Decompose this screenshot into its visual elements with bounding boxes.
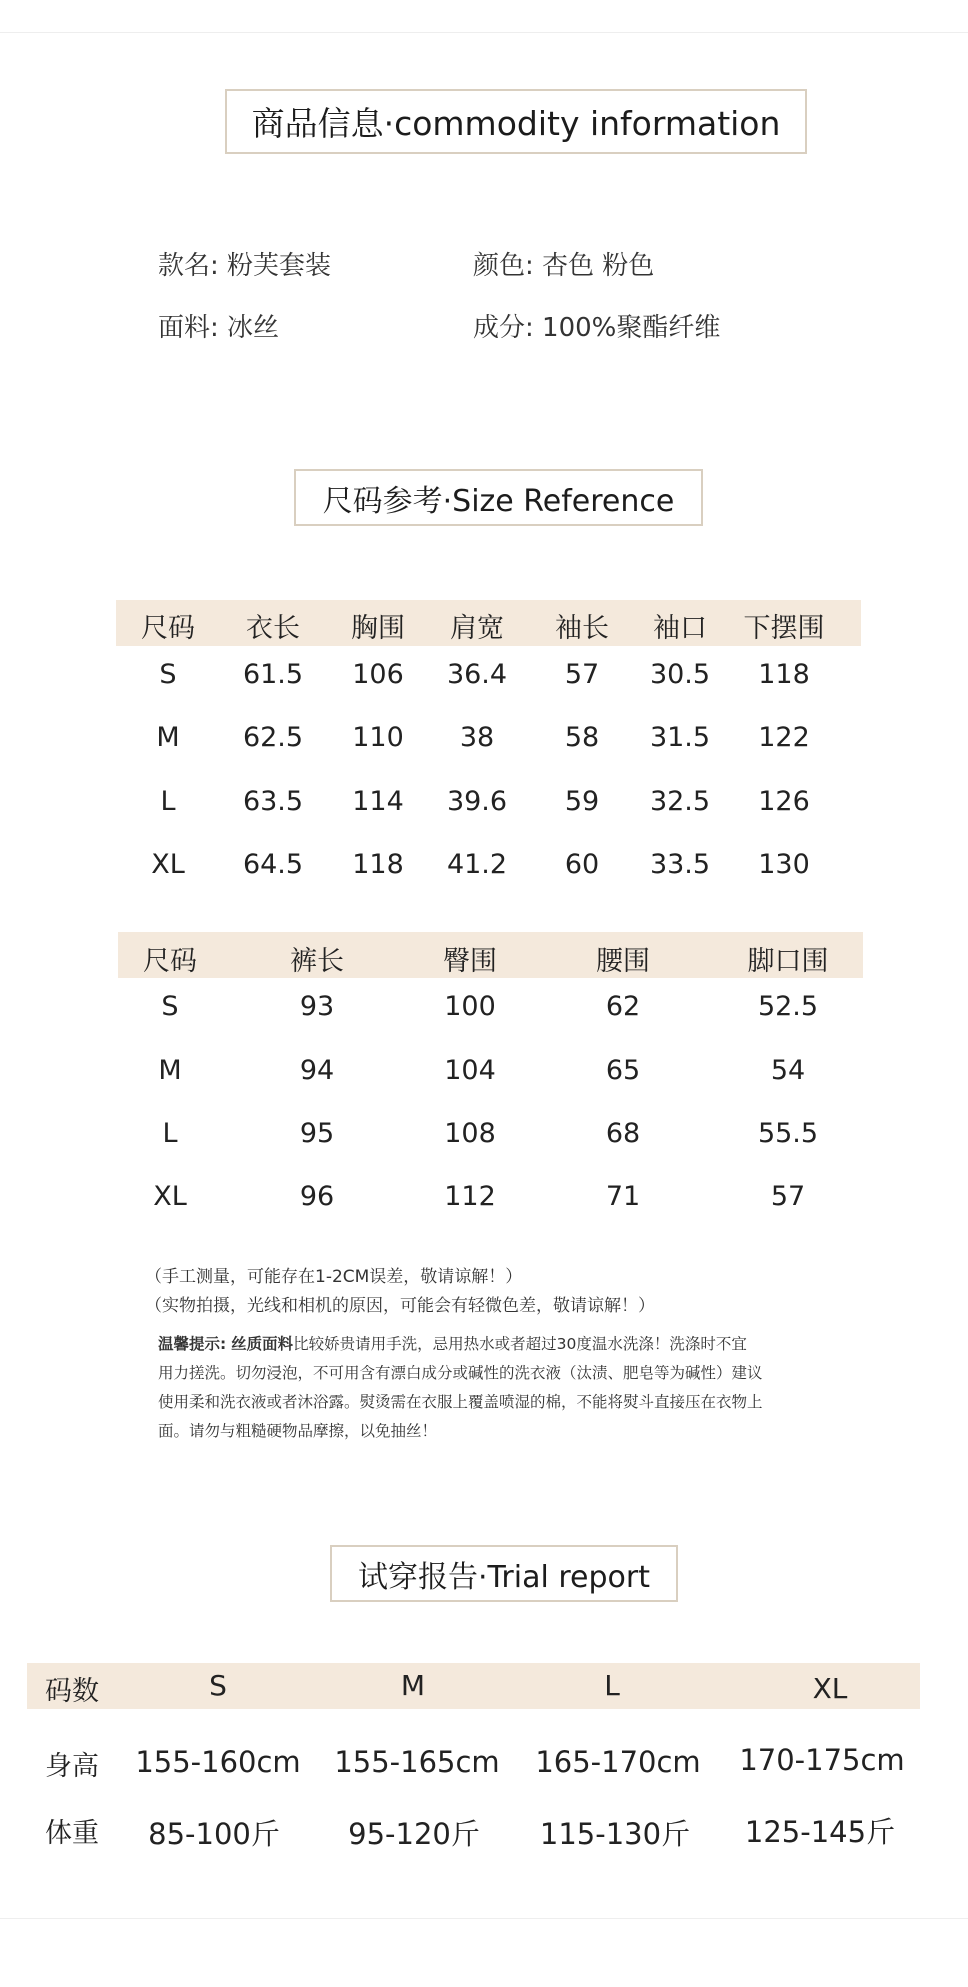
care-tip-text: 比较娇贵请用手洗，忌用热水或者超过30度温水洗涤！洗涤时不宜 bbox=[293, 1335, 747, 1353]
top-header-sleeve: 袖长 bbox=[555, 613, 609, 644]
top-cell: 39.6 bbox=[446, 786, 508, 817]
top-cell-size: L bbox=[160, 786, 176, 817]
pants-header-length: 裤长 bbox=[290, 946, 344, 977]
pants-cell-size: S bbox=[161, 991, 179, 1022]
top-cell: 130 bbox=[758, 849, 810, 880]
top-cell: 126 bbox=[758, 786, 810, 817]
pants-cell: 55.5 bbox=[757, 1118, 819, 1149]
trial-height: 155-165cm bbox=[334, 1745, 500, 1779]
composition-info: 成分: 100%聚酯纤维 bbox=[473, 313, 721, 343]
size-title: 尺码参考·Size Reference bbox=[322, 483, 675, 519]
top-header-chest: 胸围 bbox=[351, 613, 405, 644]
pants-cell: 54 bbox=[770, 1055, 806, 1086]
trial-height-label: 身高 bbox=[45, 1751, 99, 1782]
trial-weight: 95-120斤 bbox=[348, 1817, 480, 1851]
top-divider bbox=[0, 32, 968, 33]
top-cell: 30.5 bbox=[649, 659, 711, 690]
top-cell: 38 bbox=[459, 722, 495, 753]
bottom-divider bbox=[0, 1918, 968, 1919]
top-cell: 36.4 bbox=[446, 659, 508, 690]
pants-header-ankle: 脚口围 bbox=[747, 946, 829, 977]
pants-header-waist: 腰围 bbox=[596, 946, 650, 977]
photo-note: （实物拍摄，光线和相机的原因，可能会有轻微色差，敬请谅解！） bbox=[145, 1296, 655, 1316]
trial-title: 试穿报告·Trial report bbox=[357, 1559, 650, 1595]
pants-header-hip: 臀围 bbox=[443, 946, 497, 977]
pants-cell: 104 bbox=[444, 1055, 496, 1086]
care-tip-line: 用力搓洗。切勿浸泡，不可用含有漂白成分或碱性的洗衣液（汰渍、肥皂等为碱性）建议 bbox=[158, 1364, 763, 1382]
top-cell-size: XL bbox=[151, 849, 185, 880]
pants-cell: 57 bbox=[770, 1181, 806, 1212]
top-cell: 59 bbox=[564, 786, 600, 817]
pants-cell: 93 bbox=[299, 991, 335, 1022]
pants-cell: 112 bbox=[444, 1181, 496, 1212]
trial-height: 170-175cm bbox=[739, 1743, 905, 1777]
top-cell-size: M bbox=[156, 722, 180, 753]
trial-size: L bbox=[604, 1669, 620, 1702]
top-cell: 64.5 bbox=[242, 849, 304, 880]
top-cell: 31.5 bbox=[649, 722, 711, 753]
pants-header-size: 尺码 bbox=[143, 946, 197, 977]
pants-cell: 71 bbox=[605, 1181, 641, 1212]
top-cell: 58 bbox=[564, 722, 600, 753]
size-title-box bbox=[294, 469, 703, 526]
top-cell: 60 bbox=[564, 849, 600, 880]
measure-note: （手工测量，可能存在1-2CM误差，敬请谅解！） bbox=[145, 1267, 523, 1287]
care-tip-label: 温馨提示: bbox=[158, 1335, 227, 1353]
top-header-cuff: 袖口 bbox=[653, 613, 707, 644]
trial-size: XL bbox=[812, 1672, 848, 1705]
trial-header-label: 码数 bbox=[45, 1676, 99, 1707]
top-cell: 61.5 bbox=[242, 659, 304, 690]
care-tip-line bbox=[158, 1330, 848, 1359]
pants-cell: 96 bbox=[299, 1181, 335, 1212]
top-cell: 118 bbox=[352, 849, 404, 880]
top-header-shoulder: 肩宽 bbox=[450, 613, 504, 644]
trial-size: M bbox=[400, 1669, 426, 1702]
top-cell: 41.2 bbox=[446, 849, 508, 880]
pants-cell-size: L bbox=[162, 1118, 178, 1149]
top-cell-size: S bbox=[159, 659, 177, 690]
style-name: 款名: 粉芙套装 bbox=[158, 251, 332, 281]
care-tip-line: 面。请勿与粗糙硬物品摩擦，以免抽丝！ bbox=[158, 1422, 438, 1440]
trial-title-box bbox=[330, 1545, 678, 1602]
pants-cell: 108 bbox=[444, 1118, 496, 1149]
fabric-info: 面料: 冰丝 bbox=[158, 313, 280, 343]
trial-weight: 125-145斤 bbox=[744, 1815, 896, 1849]
trial-height: 155-160cm bbox=[135, 1745, 301, 1779]
pants-cell-size: XL bbox=[153, 1181, 187, 1212]
top-cell: 106 bbox=[352, 659, 404, 690]
trial-size: S bbox=[209, 1669, 227, 1702]
commodity-title-box bbox=[225, 89, 807, 154]
pants-cell: 94 bbox=[299, 1055, 335, 1086]
care-tip-fabric: 丝质面料 bbox=[231, 1335, 294, 1353]
top-cell: 63.5 bbox=[242, 786, 304, 817]
pants-cell: 100 bbox=[444, 991, 496, 1022]
pants-cell: 65 bbox=[605, 1055, 641, 1086]
trial-weight-label: 体重 bbox=[45, 1818, 99, 1849]
top-cell: 110 bbox=[352, 722, 404, 753]
trial-weight: 115-130斤 bbox=[539, 1817, 691, 1851]
top-cell: 32.5 bbox=[649, 786, 711, 817]
care-tip bbox=[158, 1330, 848, 1446]
care-tip-line: 使用柔和洗衣液或者沐浴露。熨烫需在衣服上覆盖喷湿的棉，不能将熨斗直接压在衣物上 bbox=[158, 1393, 763, 1411]
commodity-title: 商品信息·commodity information bbox=[251, 104, 781, 143]
pants-cell: 68 bbox=[605, 1118, 641, 1149]
top-cell: 33.5 bbox=[649, 849, 711, 880]
top-cell: 62.5 bbox=[242, 722, 304, 753]
pants-cell: 52.5 bbox=[757, 991, 819, 1022]
top-header-length: 衣长 bbox=[246, 613, 300, 644]
pants-cell: 95 bbox=[299, 1118, 335, 1149]
color-info: 颜色: 杏色 粉色 bbox=[473, 251, 655, 281]
top-cell: 118 bbox=[758, 659, 810, 690]
pants-cell-size: M bbox=[158, 1055, 182, 1086]
trial-height: 165-170cm bbox=[535, 1745, 701, 1779]
top-header-hem: 下摆围 bbox=[743, 613, 825, 644]
top-cell: 122 bbox=[758, 722, 810, 753]
trial-weight: 85-100斤 bbox=[148, 1817, 280, 1851]
pants-cell: 62 bbox=[605, 991, 641, 1022]
top-cell: 57 bbox=[564, 659, 600, 690]
top-header-size: 尺码 bbox=[141, 613, 195, 644]
top-cell: 114 bbox=[352, 786, 404, 817]
